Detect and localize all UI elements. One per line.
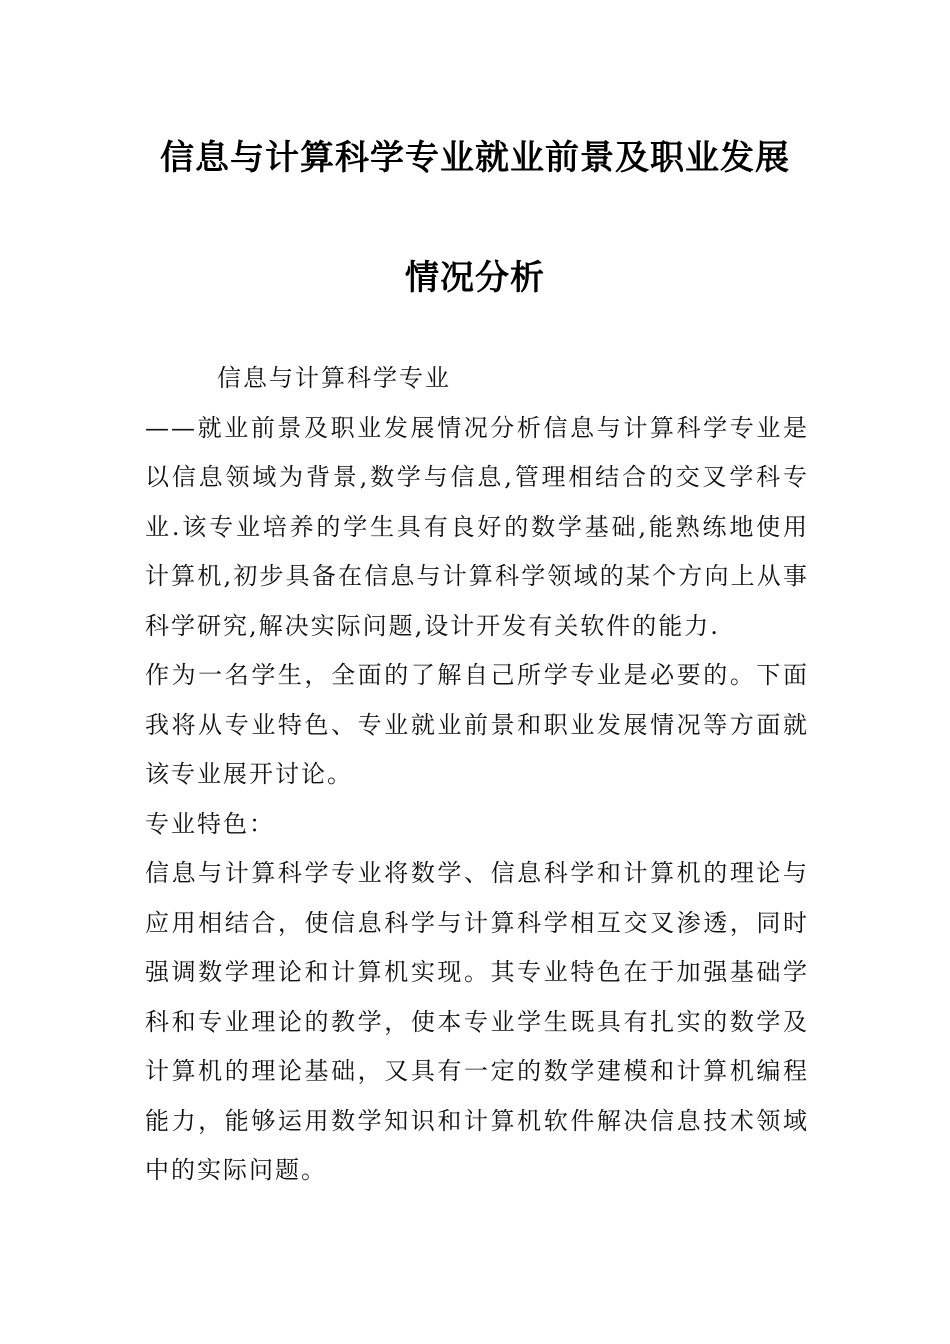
document-title-line-1: 信息与计算科学专业就业前景及职业发展: [160, 138, 790, 178]
paragraph-features: 信息与计算科学专业将数学、信息科学和计算机的理论与应用相结合，使信息科学与计算科学相互交叉渗透，同时强调数学理论和计算机实现。其专业特色在于加强基础学科和专业理论的教学，使本专业学生既具有扎实的数学及计算机的理论基础，又具有一定的数学建模和计算机编程能力，能够运用数学知识和计算机软件解决信息技术领域中的实际问题。: [145, 859, 809, 1184]
paragraph-intro: ——就业前景及职业发展情况分析信息与计算科学专业是以信息领域为背景,数学与信息,管理相结合的交叉学科专业.该专业培养的学生具有良好的数学基础,能熟练地使用计算机,初步具备在信息与计算科学领域的某个方向上从事科学研究,解决实际问题,设计开发有关软件的能力.: [145, 413, 809, 640]
document-title-line-2: 情况分析: [405, 258, 545, 298]
section-heading-features: 专业特色：: [145, 809, 275, 838]
document-body: [145, 354, 809, 1196]
paragraph-subtitle: 信息与计算科学专业: [217, 364, 451, 392]
paragraph-purpose: 作为一名学生，全面的了解自己所学专业是必要的。下面我将从专业特色、专业就业前景和职业发展情况等方面就该专业展开讨论。: [145, 661, 809, 788]
